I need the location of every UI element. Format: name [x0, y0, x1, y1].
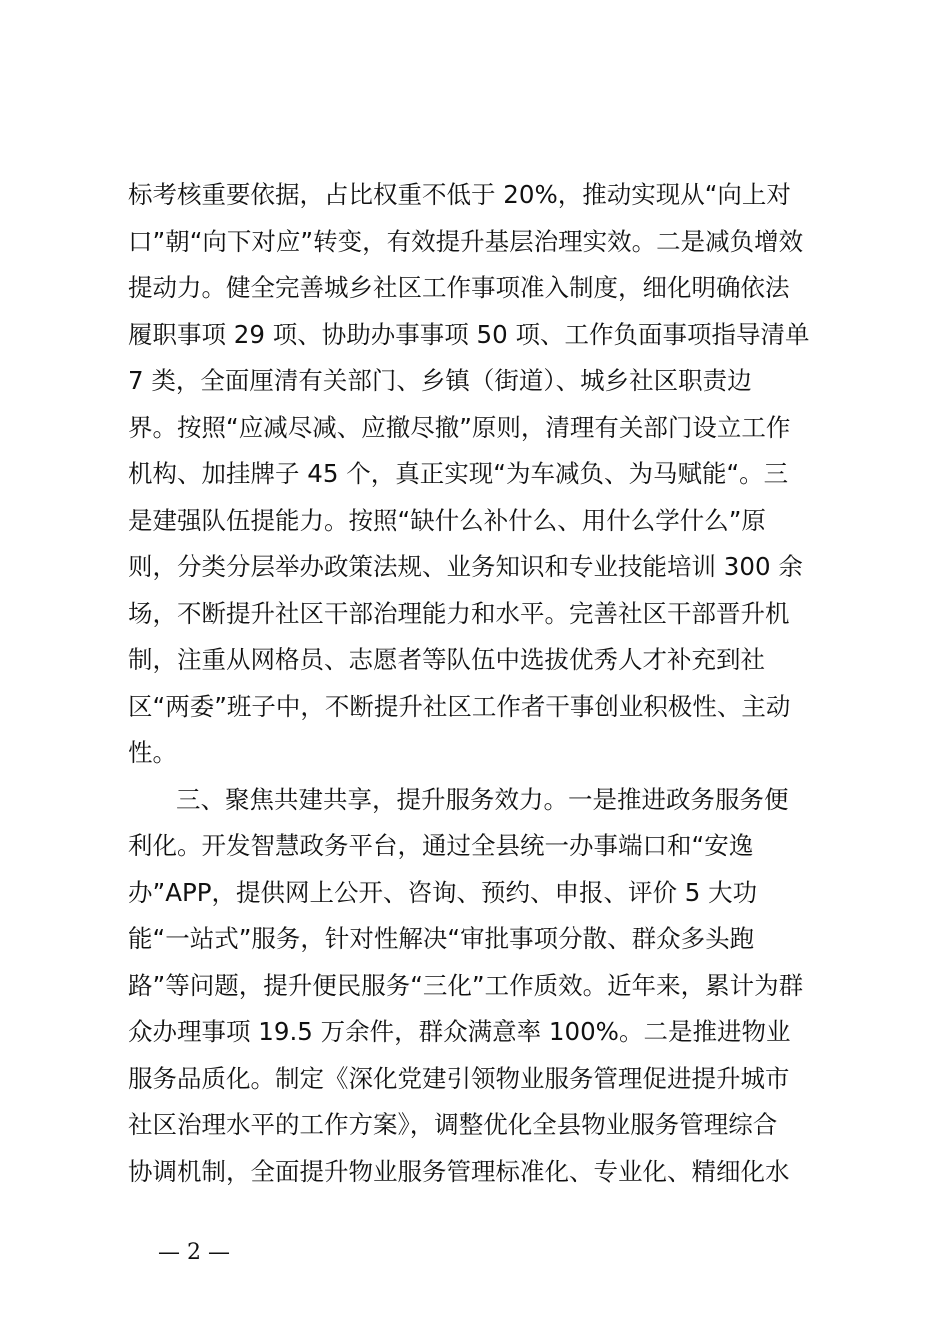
text-line: 场，不断提升社区干部治理能力和水平。完善社区干部晋升机 — [128, 598, 790, 628]
text-line: 机构、加挂牌子 45 个，真正实现“为车减负、为马赋能“。三 — [128, 459, 789, 488]
document-body — [128, 172, 838, 1195]
section-heading-line: 三、聚焦共建共享，提升服务效力。一是推进政务服务便 — [176, 784, 789, 814]
text-line: 是建强队伍提能力。按照“缺什么补什么、用什么学什么”原 — [128, 505, 766, 535]
text-line: 办”APP，提供网上公开、咨询、预约、申报、评价 5 大功 — [128, 877, 758, 907]
text-line: 履职事项 29 项、协助办事事项 50 项、工作负面事项指导清单 — [128, 319, 810, 349]
text-line: 性。 — [128, 738, 177, 767]
text-line: 7 类，全面厘清有关部门、乡镇（街道）、城乡社区职责边 — [128, 366, 752, 395]
text-line: 协调机制，全面提升物业服务管理标准化、专业化、精细化水 — [128, 1156, 790, 1186]
text-line: 众办理事项 19.5 万余件，群众满意率 100%。二是推进物业 — [128, 1017, 791, 1046]
text-line: 界。按照“应减尽减、应撤尽撤”原则，清理有关部门设立工作 — [128, 412, 791, 442]
text-line: 制，注重从网格员、志愿者等队伍中选拔优秀人才补充到社 — [128, 645, 765, 674]
text-line: 路”等问题，提升便民服务“三化”工作质效。近年来，累计为群 — [128, 970, 804, 1000]
text-line: 社区治理水平的工作方案》，调整优化全县物业服务管理综合 — [128, 1110, 778, 1139]
text-line: 服务品质化。制定《深化党建引领物业服务管理促进提升城市 — [128, 1063, 790, 1093]
text-line: 提动力。健全完善城乡社区工作事项准入制度，细化明确依法 — [128, 273, 790, 302]
text-line: 口”朝“向下对应”转变，有效提升基层治理实效。二是减负增效 — [128, 226, 804, 256]
text-line: 标考核重要依据，占比权重不低于 20%，推动实现从“向上对 — [128, 180, 791, 209]
text-line: 能“一站式”服务，针对性解决“审批事项分散、群众多头跑 — [128, 924, 755, 953]
page-number: — 2 — — [158, 1240, 230, 1265]
text-line: 则，分类分层举办政策法规、业务知识和专业技能培训 300 余 — [128, 552, 803, 581]
text-line: 区“两委”班子中，不断提升社区工作者干事创业积极性、主动 — [128, 691, 791, 721]
text-line: 利化。开发智慧政务平台，通过全县统一办事端口和“安逸 — [128, 831, 754, 860]
